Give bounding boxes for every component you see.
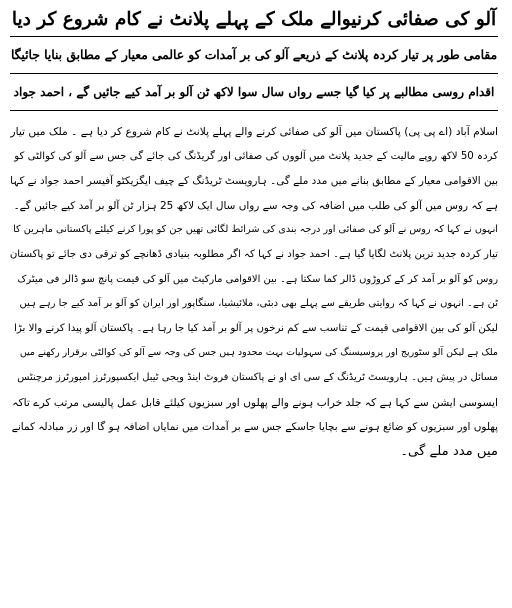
article-body xyxy=(10,120,498,464)
headline: آلو کی صفائی کرنیوالے ملک کے پہلے پلانٹ نے کام شروع کر دیا xyxy=(11,9,497,30)
subheadline-1: مقامی طور پر تیار کردہ پلانٹ کے ذریعے آلو کی بر آمدات کو عالمی معیار کے مطابق بنایا جائیگا xyxy=(10,47,498,62)
body-line: تیار کردہ جدید ترین پلانٹ لگایا گیا ہے۔ احمد جواد نے کہا کہ اگر مطلوبہ بنیادی ڈھانچے کو ترقی دی جائے تو پاکستان xyxy=(10,248,498,260)
body-line: کردہ 50 لاکھ روپے مالیت کے جدید پلانٹ میں آلووں کی صفائی اور گریڈنگ کی جائے گی جس سے آلو کی کوالٹی کو xyxy=(14,150,498,162)
article-header xyxy=(10,6,498,116)
body-line: ہے کہ روس میں آلو کی طلب میں اضافہ کی وجہ سے رواں سال ایک لاکھ 25 ہزار ٹن آلو بر آمد کیے جائیں گے۔ xyxy=(13,199,498,212)
body-line: اسلام آباد (اے پی پی) پاکستان میں آلو کی صفائی کرنے والے پہلے پلانٹ نے کام شروع کر دیا ہے ۔ ملک میں تیار xyxy=(10,125,498,138)
body-line: لیکن آلو کی بین الاقوامی قیمت کے تناسب سے کم نرخوں پر آلو بر آمد کیا جا رہا ہے۔ پاکستان آلو پیدا کرنے والا بڑا xyxy=(14,322,498,334)
divider-rule xyxy=(10,73,498,74)
body-line: ٹن ہے۔ انہوں نے کہا کہ روایتی طریقے سے پہلے بھی دبئی، ملائیشیا، سنگاپور اور ایران کو آلو بر آمد کیے جا رہے ہیں xyxy=(19,298,498,310)
body-line: بین الاقوامی معیار کے مطابق بنانے میں مدد ملے گی۔ ہارویسٹ ٹریڈنگ کے چیف ایگزیکٹو آفیسر احمد جواد نے کہا xyxy=(10,175,498,188)
body-line: ملک ہے لیکن آلو سٹوریج اور پروسیسنگ کی سہولیات بہت محدود ہیں جس کی وجہ سے آلو کی کوالٹی برقرار رکھنے میں xyxy=(19,347,498,359)
body-line: انہوں نے کہا کہ روس نے آلو کی صفائی اور درجہ بندی کی شرائط لگائی تھیں جن کو پورا کرنے کیلئے پاکستانی ماہرین کا xyxy=(13,224,498,236)
body-line: روس کو آلو بر آمد کر کے کروڑوں ڈالر کما سکتا ہے۔ بین الاقوامی مارکیٹ میں آلو کی قیمت پانچ سو ڈالر فی میٹرک xyxy=(17,273,498,285)
body-line: مسائل در پیش ہیں۔ ہارویسٹ ٹریڈنگ کے سی ای او نے پاکستان فروٹ اینڈ ویجی ٹیبل ایکسپورٹرز امپورٹرز مرچنٹس xyxy=(17,371,498,383)
divider-rule xyxy=(10,36,498,37)
body-line: میں مدد ملے گی۔ xyxy=(400,443,498,459)
body-line: پھلوں اور سبزیوں کو ضائع ہونے سے بچایا جاسکے جس سے بر آمدات میں نمایاں اضافہ ہو گا اور زر مبادلہ کمانے xyxy=(11,421,498,434)
divider-rule xyxy=(10,110,498,111)
body-line: ایسوسی ایشن سے کہا ہے کہ جلد خراب ہونے والے پھلوں اور سبزیوں کیلئے قابل عمل پالیسی مرتب کرے تاکہ xyxy=(12,395,498,409)
subheadline-2: اقدام روسی مطالبے پر کیا گیا جسے رواں سال سوا لاکھ ٹن آلو بر آمد کیے جائیں گے ، احمد جواد xyxy=(13,85,495,99)
